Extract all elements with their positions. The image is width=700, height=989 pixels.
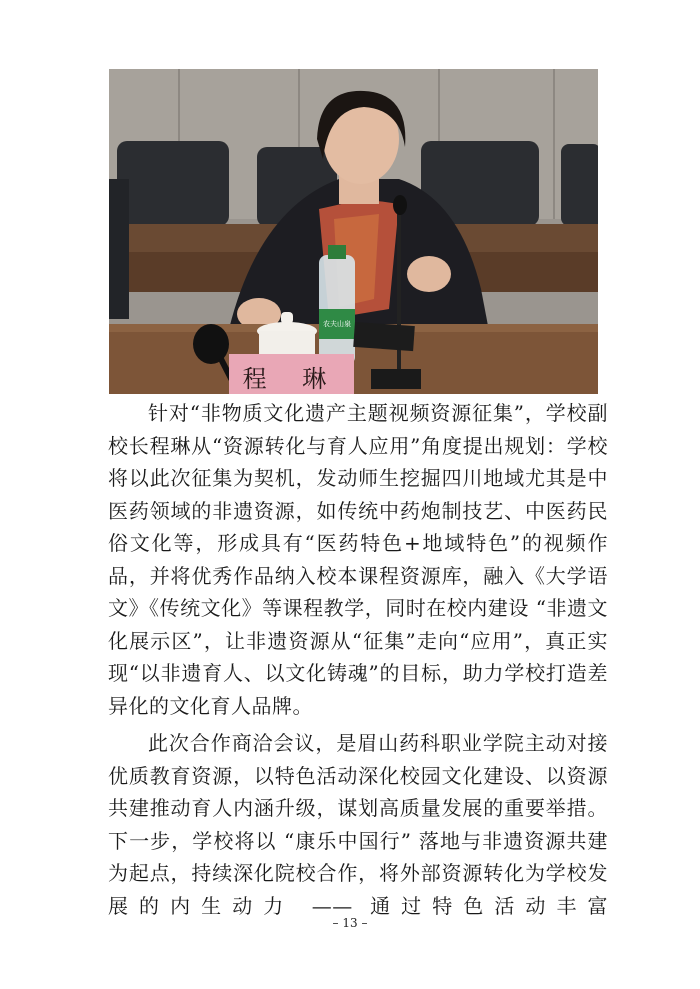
body-paragraph-2: 此次合作商洽会议，是眉山药科职业学院主动对接优质教育资源，以特色活动深化校园文化建设、以资源共建推动育人内涵升级，谋划高质量发展的重要举措。下一步，学校将以 “康乐中国行” 落地与非遗资源共建为起点，持续深化院校合作，将外部资源转化为学校发展的内生动力 —— 通过特色活动丰富 [108, 731, 608, 918]
body-paragraph-1: 针对“非物质文化遗产主题视频资源征集”，学校副校长程琳从“资源转化与育人应用”角度提出规划：学校将以此次征集为契机，发动师生挖掘四川地域尤其是中医药领域的非遗资源，如传统中药炮制技艺、中医药民俗文化等，形成具有“医药特色+地域特色”的视频作品，并将优秀作品纳入校本课程资源库，融入《大学语文》《传统文化》等课程教学，同时在校内建设 “非遗文化展示区”，让非遗资源从“征集”走向“应用”，真正实现“以非遗育人、以文化铸魂”的目标，助力学校打造差异化的文化育人品牌。 [108, 401, 608, 718]
bottle-label: 农夫山泉 [323, 320, 351, 328]
page-number: – 13 – [332, 916, 368, 930]
meeting-photo [109, 69, 598, 394]
nameplate-text: 程 琳 [242, 365, 341, 393]
